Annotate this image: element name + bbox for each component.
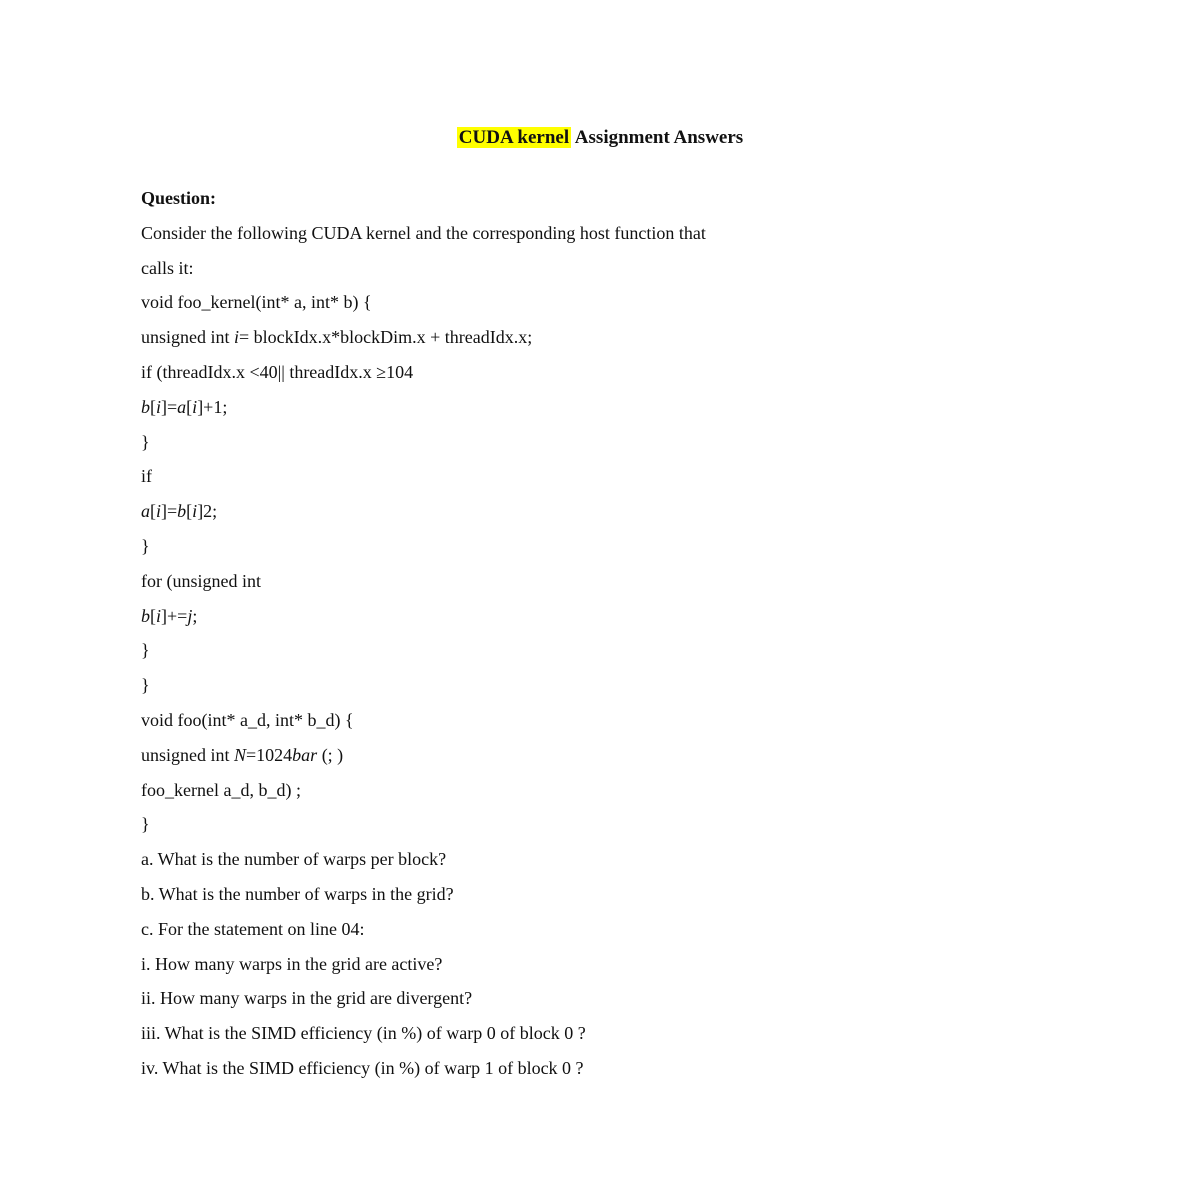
document-title xyxy=(0,124,1200,152)
code-line-10-open: [ xyxy=(150,605,156,626)
intro-line-2: calls it: xyxy=(141,257,194,278)
code-line-4-open1: [ xyxy=(150,396,156,417)
code-line-7-open2: [ xyxy=(186,501,193,522)
code-line-4-i1: i xyxy=(156,396,162,417)
code-line-10-op: ]+= xyxy=(161,605,188,626)
code-line-15: foo_kernel a_d, b_d) ; xyxy=(141,779,301,800)
code-line-2 xyxy=(141,320,1061,355)
question-c-iii: iii. What is the SIMD efficiency (in %) of warp 0 of block 0 ? xyxy=(141,1023,586,1044)
code-line-10-j: j xyxy=(187,605,193,626)
code-line-3: if (threadIdx.x <40|| threadIdx.x ≥104 xyxy=(141,361,414,382)
code-line-7-open1: [ xyxy=(150,501,156,522)
code-line-10-end: ; xyxy=(192,605,198,626)
code-line-10-i: i xyxy=(156,605,162,626)
code-line-5: } xyxy=(141,431,150,452)
code-line-13: void foo(int* a_d, int* b_d) { xyxy=(141,709,354,730)
code-line-2-pre: unsigned int xyxy=(141,327,234,348)
code-line-4 xyxy=(141,390,1061,425)
code-line-7-b: b xyxy=(177,501,187,522)
code-line-7-i1: i xyxy=(156,501,162,522)
code-line-14-pre: unsigned int xyxy=(141,744,234,765)
code-line-4-i2: i xyxy=(192,396,198,417)
code-line-10-b: b xyxy=(141,605,150,626)
code-line-14-post: (; ) xyxy=(317,744,344,765)
code-line-10 xyxy=(141,599,1061,634)
code-line-4-a: a xyxy=(177,396,187,417)
code-line-12: } xyxy=(141,675,150,696)
code-line-14-bar: bar xyxy=(292,744,318,765)
code-line-7 xyxy=(141,494,1061,529)
question-b: b. What is the number of warps in the grid? xyxy=(141,883,454,904)
question-a: a. What is the number of warps per block? xyxy=(141,849,447,870)
code-line-9: for (unsigned int xyxy=(141,570,261,591)
question-heading: Question: xyxy=(141,188,217,208)
code-line-4-eq: ]= xyxy=(161,396,178,417)
code-line-4-b: b xyxy=(141,396,150,417)
code-line-7-eq: ]= xyxy=(161,501,178,522)
code-line-4-end: ]+1; xyxy=(197,396,228,417)
code-line-4-open2: [ xyxy=(186,396,193,417)
title-highlight: CUDA kernel xyxy=(458,127,570,148)
code-line-16: } xyxy=(141,814,150,835)
code-line-7-end: ]2; xyxy=(197,501,218,522)
code-line-14-n: N xyxy=(234,744,247,765)
code-line-7-a: a xyxy=(141,501,150,522)
document-body xyxy=(141,181,1061,1086)
code-line-8: } xyxy=(141,535,150,556)
code-line-11: } xyxy=(141,640,150,661)
question-c-iv: iv. What is the SIMD efficiency (in %) of warp 1 of block 0 ? xyxy=(141,1057,584,1078)
code-line-7-i2: i xyxy=(192,501,198,522)
question-c: c. For the statement on line 04: xyxy=(141,918,365,939)
code-line-14-mid: =1024 xyxy=(246,744,293,765)
intro-line-1: Consider the following CUDA kernel and the corresponding host function that xyxy=(141,222,706,243)
code-line-6: if xyxy=(141,466,152,487)
code-line-2-var: i xyxy=(234,327,240,348)
code-line-14 xyxy=(141,738,1061,773)
code-line-2-post: = blockIdx.x*blockDim.x + threadIdx.x; xyxy=(239,327,533,348)
code-line-1: void foo_kernel(int* a, int* b) { xyxy=(141,292,372,313)
question-c-ii: ii. How many warps in the grid are divergent? xyxy=(141,988,473,1009)
question-c-i: i. How many warps in the grid are active? xyxy=(141,953,443,974)
title-rest: Assignment Answers xyxy=(571,127,744,148)
